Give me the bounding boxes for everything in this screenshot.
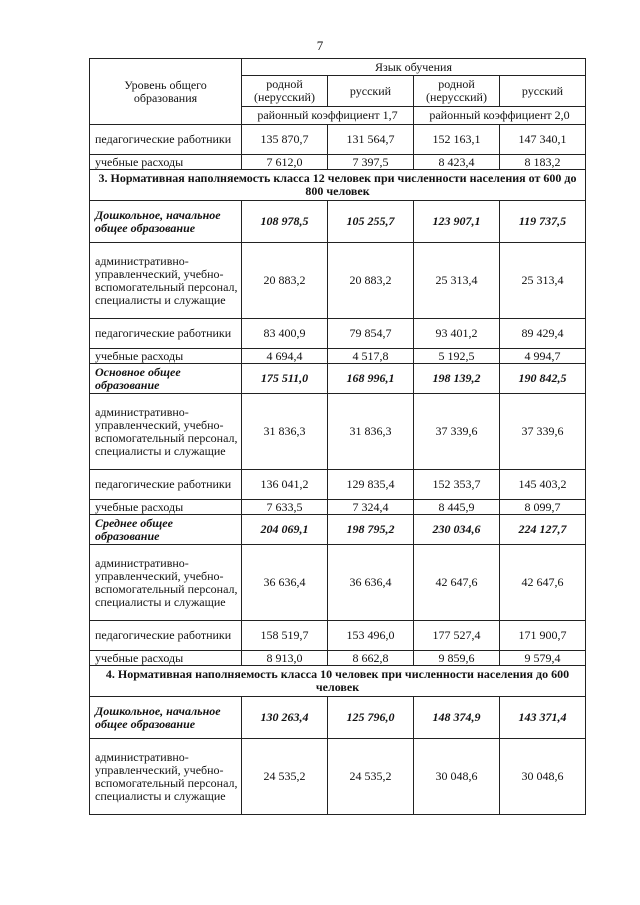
section-title: 4. Нормативная наполняемость класса 10 человек при численности населения до 600 человек [90,666,586,697]
funding-table [89,58,586,815]
table-row: педагогические работники 83 400,9 79 854,7 93 401,2 89 429,4 [90,319,586,349]
table-row: учебные расходы 7 633,5 7 324,4 8 445,9 8 099,7 [90,500,586,515]
table-row: педагогические работники 135 870,7 131 564,7 152 163,1 147 340,1 [90,125,586,155]
category-row: Дошкольное, начальное общее образование 108 978,5 105 255,7 123 907,1 119 737,5 [90,201,586,243]
col-russian-1: русский [328,76,414,107]
language-header: Язык обучения [242,59,586,76]
table-row: административно-управленческий, учебно-вспомогательный персонал, специалисты и служащие 20 883,2 20 883,2 25 313,4 25 313,4 [90,243,586,319]
category-row: Дошкольное, начальное общее образование 130 263,4 125 796,0 148 374,9 143 371,4 [90,697,586,739]
table-row: педагогические работники 136 041,2 129 835,4 152 353,7 145 403,2 [90,470,586,500]
col-native-1: родной (нерусский) [242,76,328,107]
section-title: 3. Нормативная наполняемость класса 12 человек при численности населения от 600 до 800 человек [90,170,586,201]
category-row: Основное общее образование 175 511,0 168 996,1 198 139,2 190 842,5 [90,364,586,394]
table-row: административно-управленческий, учебно-вспомогательный персонал, специалисты и служащие 31 836,3 31 836,3 37 339,6 37 339,6 [90,394,586,470]
coefficient-1-7: районный коэффициент 1,7 [242,107,414,125]
page-number: 7 [316,38,324,53]
table-row: учебные расходы 8 913,0 8 662,8 9 859,6 9 579,4 [90,651,586,666]
coefficient-2-0: районный коэффициент 2,0 [414,107,586,125]
col-native-2: родной (нерусский) [414,76,500,107]
table-row: учебные расходы 7 612,0 7 397,5 8 423,4 8 183,2 [90,155,586,170]
category-row: Среднее общее образование 204 069,1 198 795,2 230 034,6 224 127,7 [90,515,586,545]
table-row: административно-управленческий, учебно-вспомогательный персонал, специалисты и служащие 24 535,2 24 535,2 30 048,6 30 048,6 [90,739,586,815]
table-row: педагогические работники 158 519,7 153 496,0 177 527,4 171 900,7 [90,621,586,651]
table-row: административно-управленческий, учебно-вспомогательный персонал, специалисты и служащие 36 636,4 36 636,4 42 647,6 42 647,6 [90,545,586,621]
table-row: учебные расходы 4 694,4 4 517,8 5 192,5 4 994,7 [90,349,586,364]
level-header: Уровень общего образования [90,59,242,125]
col-russian-2: русский [500,76,586,107]
